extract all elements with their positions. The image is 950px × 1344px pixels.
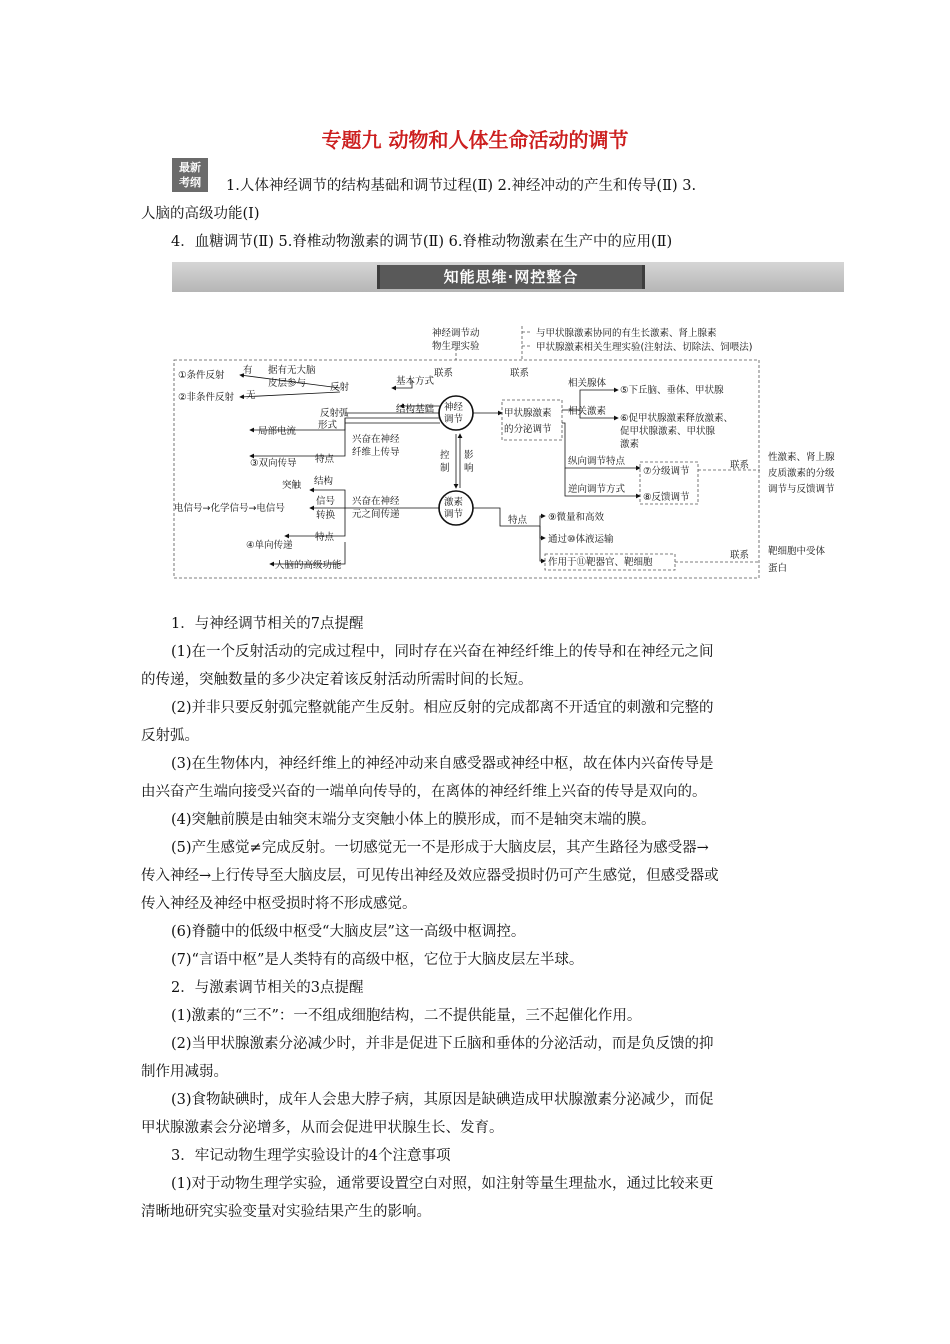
dg-synapse: 突触 <box>282 480 302 491</box>
paragraph-line: (3)食物缺碘时，成年人会患大脖子病，其原因是缺碘造成甲状腺激素分泌减少，而促 <box>171 1092 714 1108</box>
dg-features: 特点 <box>508 515 528 526</box>
dg-influence-2: 响 <box>464 463 474 474</box>
banner-title: 知能思维·网控整合 <box>377 265 645 289</box>
dg-reflex-arc: 反射弧 <box>320 408 349 419</box>
paragraph-line: (5)产生感觉≠完成反射。一切感觉无一不是形成于大脑皮层，其产生路径为感受器→ <box>171 840 709 856</box>
dg-conditional-reflex: ①条件反射 <box>178 370 225 381</box>
dg-unidirectional: ④单向传递 <box>246 540 293 551</box>
syllabus-badge <box>172 158 208 192</box>
dg-feature-3: 作用于⑪靶器官、靶细胞 <box>548 557 653 568</box>
paragraph-line: (2)并非只要反射弧完整就能产生反射。相应反射的完成都离不开适宜的刺激和完整的 <box>171 700 714 716</box>
dg-local-current: 局部电流 <box>258 426 297 437</box>
concept-map <box>170 318 850 586</box>
paragraph-line: (4)突触前膜是由轴突末端分支突触小体上的膜形成，而不是轴突末端的膜。 <box>171 812 656 828</box>
dg-feedback: ⑧反馈调节 <box>643 492 690 503</box>
dg-transform: 转换 <box>316 510 336 521</box>
paragraph-line: 1．与神经调节相关的7点提醒 <box>171 616 364 632</box>
dg-syn-structure: 结构 <box>314 476 334 487</box>
dg-hormones-2: 促甲状腺激素、甲状腺 <box>620 426 716 437</box>
syllabus-line-1: 1.人体神经调节的结构基础和调节过程(Ⅱ) 2.神经冲动的产生和传导(Ⅱ) 3. <box>226 178 697 194</box>
dg-bidirectional: ③双向传导 <box>250 458 297 469</box>
paragraph-line: 传入神经→上行传导至大脑皮层，可见传出神经及效应器受损时仍可产生感觉，但感受器或 <box>141 868 719 884</box>
dg-hormone-2: 调节 <box>444 509 464 520</box>
dg-brain: 人脑的高级功能 <box>275 560 342 571</box>
dg-basis-1: 据有无大脑 <box>268 365 316 376</box>
paragraph-line: (2)当甲状腺激素分泌减少时，并非是促进下丘脑和垂体的分泌活动，而是负反馈的抑 <box>171 1036 714 1052</box>
dg-top-center-1: 神经调节动 <box>432 328 480 339</box>
dg-right-note-1: 性激素、肾上腺 <box>768 452 835 463</box>
dg-hormone-1: 激素 <box>444 497 464 508</box>
dg-thyroid-1: 甲状腺激素 <box>504 408 552 419</box>
paragraph-line: 3．牢记动物生理学实验设计的4个注意事项 <box>171 1148 451 1164</box>
dg-nerve-2: 调节 <box>444 414 464 425</box>
dg-feature-2: 通过⑩体液运输 <box>548 534 614 545</box>
section-banner <box>172 262 844 292</box>
dg-nerve-1: 神经 <box>444 402 464 413</box>
paragraph-line: 2．与激素调节相关的3点提醒 <box>171 980 364 996</box>
dg-unconditional-reflex: ②非条件反射 <box>178 392 235 403</box>
dg-top-right-2: 甲状腺激素相关生理实验(注射法、切除法、饲喂法) <box>536 342 753 353</box>
dg-graded: ⑦分级调节 <box>643 466 690 477</box>
paragraph-line: (1)激素的“三不”：一不组成细胞结构，二不提供能量，三不起催化作用。 <box>171 1008 642 1024</box>
dg-lianxi-3: 联系 <box>730 460 750 471</box>
dg-signal: 信号 <box>316 496 336 507</box>
paragraph-line: 清晰地研究实验变量对实验结果产生的影响。 <box>141 1204 431 1220</box>
paragraph-line: (6)脊髓中的低级中枢受“大脑皮层”这一高级中枢调控。 <box>171 924 526 940</box>
dg-top-center-2: 物生理实验 <box>432 341 480 352</box>
dg-reflex: 反射 <box>330 382 350 393</box>
paragraph-line: 传入神经及神经中枢受损时将不形成感觉。 <box>141 896 417 912</box>
paragraph-line: 由兴奋产生端向接受兴奋的一端单向传导的，在离体的神经纤维上兴奋的传导是双向的。 <box>141 784 707 800</box>
dg-signal-chain: 电信号→化学信号→电信号 <box>174 503 285 514</box>
dg-right-note-3: 调节与反馈调节 <box>768 484 835 495</box>
dg-cond-2: 纤维上传导 <box>352 447 400 458</box>
dg-feature-1: ⑨微量和高效 <box>548 512 605 523</box>
badge-line-1: 最新 <box>179 161 201 174</box>
paragraph-line: 制作用减弱。 <box>141 1064 228 1080</box>
dg-hormones-1: ⑥促甲状腺激素释放激素、 <box>620 413 734 424</box>
dg-top-right-1: 与甲状腺激素协同的有生长激素、肾上腺素 <box>536 328 717 339</box>
syllabus-line-3: 4．血糖调节(Ⅱ) 5.脊椎动物激素的调节(Ⅱ) 6.脊椎动物激素在生产中的应用(Ⅱ) <box>171 234 673 250</box>
dg-lianxi-4: 联系 <box>730 550 750 561</box>
dg-cond-1: 兴奋在神经 <box>352 434 400 445</box>
dg-you: 有 <box>243 365 253 376</box>
paragraph-line: (1)对于动物生理学实验，通常要设置空白对照，如注射等量生理盐水，通过比较来更 <box>171 1176 714 1192</box>
dg-vertical: 纵向调节特点 <box>568 456 626 467</box>
dg-influence-1: 影 <box>464 450 474 461</box>
dg-basis-2: 皮层参与 <box>268 378 307 389</box>
dg-form: 形式 <box>318 420 338 431</box>
paragraph-line: (1)在一个反射活动的完成过程中，同时存在兴奋在神经纤维上的传导和在神经元之间 <box>171 644 714 660</box>
dg-control-1: 控 <box>440 450 450 461</box>
dg-lianxi-1: 联系 <box>434 368 454 379</box>
paragraph-line: 反射弧。 <box>141 728 199 744</box>
page-title: 专题九 动物和人体生命活动的调节 <box>321 128 629 152</box>
dg-target-2: 蛋白 <box>768 563 788 574</box>
dg-control-2: 制 <box>440 463 450 474</box>
dg-target-1: 靶细胞中受体 <box>768 546 826 557</box>
paragraph-line: (3)在生物体内，神经纤维上的神经冲动来自感受器或神经中枢，故在体内兴奋传导是 <box>171 756 714 772</box>
dg-glands: ⑤下丘脑、垂体、甲状腺 <box>620 385 724 396</box>
dg-right-note-2: 皮质激素的分级 <box>768 468 835 479</box>
dg-thyroid-2: 的分泌调节 <box>504 424 552 435</box>
dg-structure-basis: 结构基础 <box>396 404 435 415</box>
dg-syn-feature: 特点 <box>315 532 335 543</box>
dg-syn-1: 兴奋在神经 <box>352 496 400 507</box>
dg-reverse: 逆向调节方式 <box>568 484 626 495</box>
dg-hormones-3: 激素 <box>620 439 640 450</box>
dg-lianxi-2: 联系 <box>510 368 530 379</box>
dg-cond-feature: 特点 <box>315 454 335 465</box>
paragraph-line: (7)“言语中枢”是人类特有的高级中枢，它位于大脑皮层左半球。 <box>171 952 584 968</box>
dg-wu: 无 <box>246 390 256 401</box>
dg-hormones-label: 相关激素 <box>568 406 607 417</box>
dg-glands-label: 相关腺体 <box>568 378 607 389</box>
paragraph-line: 的传递，突触数量的多少决定着该反射活动所需时间的长短。 <box>141 672 533 688</box>
dg-syn-2: 元之间传递 <box>352 509 400 520</box>
dg-basic-mode: 基本方式 <box>396 376 435 387</box>
badge-line-2: 考纲 <box>179 176 201 189</box>
paragraph-line: 甲状腺激素会分泌增多，从而会促进甲状腺生长、发育。 <box>141 1120 504 1136</box>
syllabus-line-2: 人脑的高级功能(Ⅰ) <box>141 206 260 222</box>
